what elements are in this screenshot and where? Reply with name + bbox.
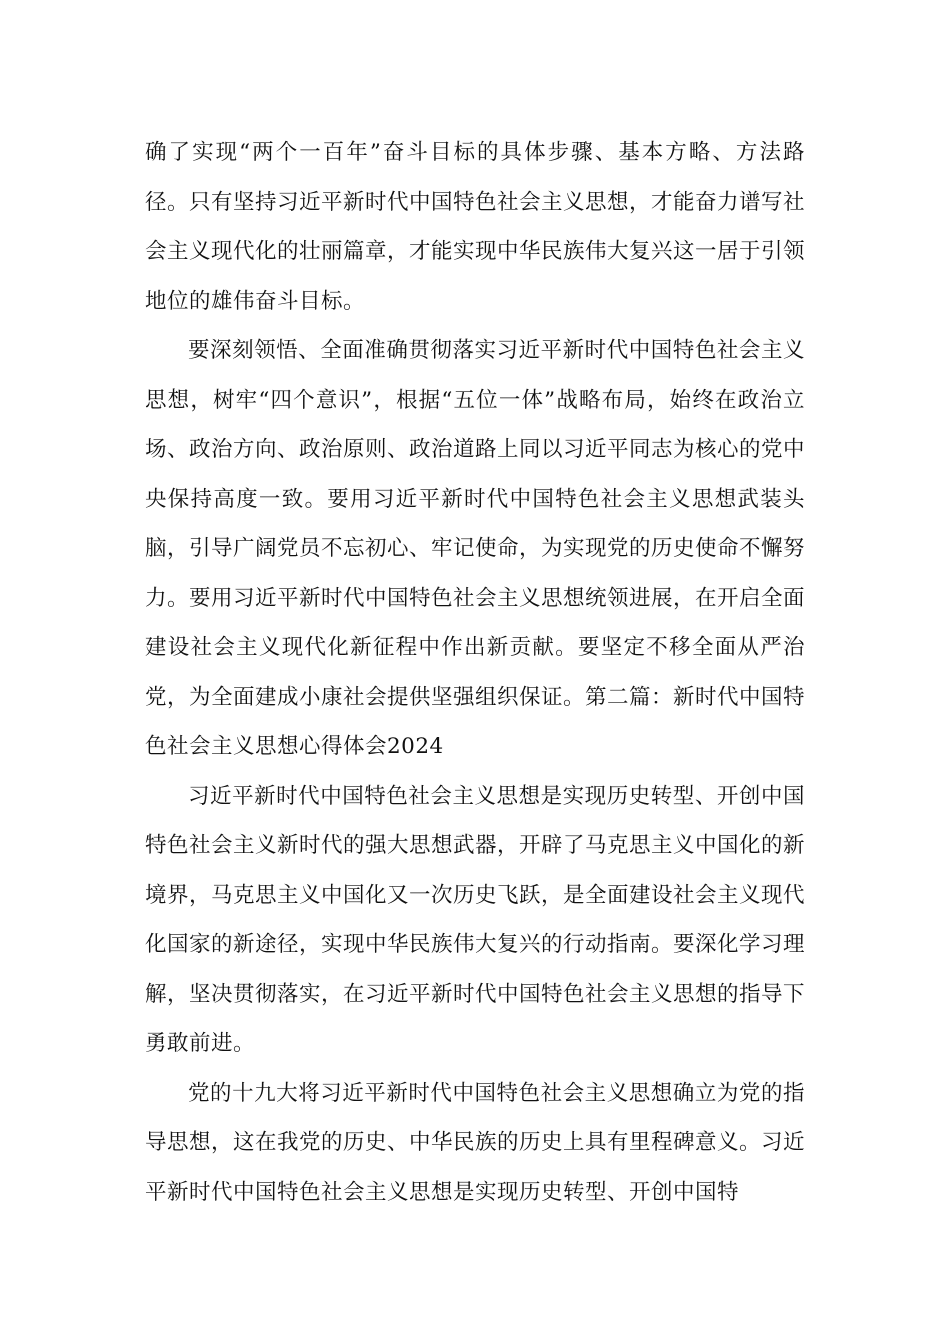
paragraph-3: 习近平新时代中国特色社会主义思想是实现历史转型、开创中国特色社会主义新时代的强大思想武器，开辟了马克思主义中国化的新境界，马克思主义中国化又一次历史飞跃，是全面建设社会主义现代化国家的新途径，实现中华民族伟大复兴的行动指南。要深化学习理解，坚决贯彻落实，在习近平新时代中国特色社会主义思想的指导下勇敢前进。 bbox=[145, 783, 806, 1056]
document-body bbox=[145, 128, 805, 1217]
paragraph-1: 确了实现“两个一百年”奋斗目标的具体步骤、基本方略、方法路径。只有坚持习近平新时代中国特色社会主义思想，才能奋力谱写社会主义现代化的壮丽篇章，才能实现中华民族伟大复兴这一居于引领地位的雄伟奋斗目标。 bbox=[145, 140, 806, 314]
paragraph-2: 要深刻领悟、全面准确贯彻落实习近平新时代中国特色社会主义思想，树牢“四个意识”，根据“五位一体”战略布局，始终在政治立场、政治方向、政治原则、政治道路上同以习近平同志为核心的党中央保持高度一致。要用习近平新时代中国特色社会主义思想武装头脑，引导广阔党员不忘初心、牢记使命，为实现党的历史使命不懈努力。要用习近平新时代中国特色社会主义思想统领进展，在开启全面建设社会主义现代化新征程中作出新贡献。要坚定不移全面从严治党，为全面建成小康社会提供坚强组织保证。第二篇：新时代中国特色社会主义思想心得体会2024 bbox=[145, 338, 806, 759]
paragraph-4: 党的十九大将习近平新时代中国特色社会主义思想确立为党的指导思想，这在我党的历史、中华民族的历史上具有里程碑意义。习近平新时代中国特色社会主义思想是实现历史转型、开创中国特 bbox=[145, 1080, 806, 1205]
